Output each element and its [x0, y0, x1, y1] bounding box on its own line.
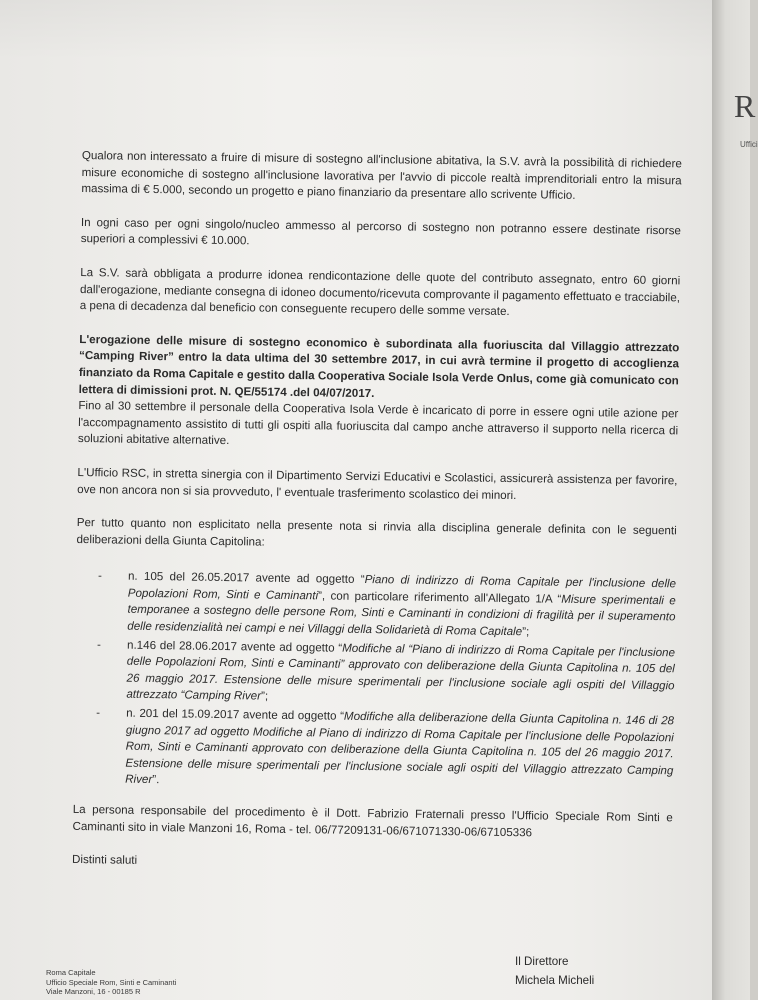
signatory-name: Michela Micheli [515, 974, 595, 987]
letterhead-footer [46, 968, 176, 997]
deliberation-tail: ”. [152, 773, 160, 787]
paragraph-limite-risorse: In ogni caso per ogni singolo/nucleo ammesso al percorso di sostegno non potranno essere destinate risorse superiori a complessivi € 10.000. [80, 215, 681, 248]
deliberation-lead: n. 105 del 26.05.2017 avente ad oggetto “ [127, 569, 365, 587]
adjacent-page-text: Uffici [740, 140, 758, 149]
closing-salutation: Distinti saluti [71, 853, 138, 868]
paragraph-erogazione-condizioni: L'erogazione delle misure di sostegno economico è subordinata alla fuoriuscita dal Villaggio attrezzato “Camping River” entro la data ultima del 30 settembre 2017, in cui avrà termine il progetto di accoglienza finanziato da Roma Capitale e gestito dalla Cooperativa Sociale Isola Verde Onlus, come già comunicato con lettera di dimissioni prot. N. QE/55174 .del 04/07/2017. [78, 332, 680, 400]
list-dash: - [96, 706, 101, 720]
deliberation-item [75, 568, 676, 643]
paragraph-rinvio-deliberazioni: Per tutto quanto non esplicitato nella presente nota si rinvia alla disciplina generale definita con le seguenti deliberazioni della Giunta Capitolina: [76, 516, 677, 549]
adjacent-page-letter: R [734, 88, 756, 124]
deliberation-lead: n. 201 del 15.09.2017 avente ad oggetto “ [126, 706, 345, 723]
paragraph-trasferimento-scolastico: L'Ufficio RSC, in stretta sinergia con il Dipartimento Servizi Educativi e Scolastici, assicurerà assistenza per favorire, ove non ancora non si sia provveduto, l' eventuale trasferimento scolastico dei minori. [77, 465, 678, 502]
deliberation-item [74, 637, 675, 712]
signature-block [515, 952, 594, 990]
deliberation-title: Piano di indirizzo di Roma Capitale per l'inclusione delle Popolazioni Rom, Sinti e Caminanti [127, 573, 677, 603]
deliberation-title: Modifiche alla deliberazione della Giunta Capitolina n. 146 di 28 giugno 2017 ad oggetto Modifiche al Piano di indirizzo di Roma Capitale per l'inclusione delle Popolazioni Rom, Sinti e Caminanti approvato con deliberazione della Giunta Capitolina n. 105 del 26 maggio 2017. Estensione delle misure sperimentali per l'inclusione sociale agli ospiti del Villaggio attrezzato Camping River [125, 709, 675, 787]
deliberation-tail: ”, con particolare riferimento all'Allegato 1/A “ [317, 589, 562, 606]
deliberation-annex-title: Misure sperimentali e temporanee a sostegno delle persone Rom, Sinti e Caminanti in condizioni di fragilità per il superamento delle residenzialità nei campi e nei Villaggi della Solidarietà di Roma Capitale [127, 592, 676, 639]
deliberation-end: ”; [522, 625, 530, 639]
paragraph-accompagnamento: Fino al 30 settembre il personale della Cooperativa Isola Verde è incaricato di porre in essere ogni utile azione per l'accompagnamento assistito di tutti gli ospiti alla fuoriuscita dal campo anche attraverso il supporto nella ricerca di soluzioni abitative alternative. [77, 399, 679, 448]
deliberation-lead: n.146 del 28.06.2017 avente ad oggetto “ [126, 638, 343, 655]
signatory-title: Il Direttore [515, 955, 569, 968]
footer-line: Roma Capitale [46, 968, 96, 977]
adjacent-page-edge [712, 0, 758, 1000]
list-dash: - [96, 637, 102, 651]
page-shadow [0, 0, 712, 60]
letter-body [72, 148, 682, 894]
deliberation-item [73, 705, 674, 796]
deliberation-tail: ”; [260, 689, 269, 704]
list-dash: - [97, 569, 102, 583]
paragraph-rendicontazione: La S.V. sarà obbligata a produrre idonea rendicontazione delle quote del contributo assegnato, entro 60 giorni dall'erogazione, mediante consegna di idoneo documento/ricevuta comprovante il pagamento effettuato e tracciabile, a pena di decadenza dal beneficio con conseguente recupero delle somme versate. [79, 265, 681, 319]
deliberations-list [73, 568, 676, 796]
footer-line: Viale Manzoni, 16 - 00185 R [46, 987, 141, 996]
paragraph-responsabile-procedimento: La persona responsabile del procedimento è il Dott. Fabrizio Fraternali presso l'Ufficio Speciale Rom Sinti e Caminanti sito in viale Manzoni 16, Roma - tel. 06/77209131-06/671071330-06/67105336 [72, 802, 673, 839]
paragraph-inclusione-lavorativa: Qualora non interessato a fruire di misure di sostegno all'inclusione abitativa, la S.V. avrà la possibilità di richiedere misure economiche di sostegno all'inclusione lavorativa per l'avvio di piccole realtà imprenditoriali entro la misura massima di € 5.000, secondo un progetto e piano finanziario da presentare allo scrivente Ufficio. [81, 148, 682, 203]
footer-line: Ufficio Speciale Rom, Sinti e Caminanti [46, 977, 177, 987]
deliberation-title: Modifiche al “Piano di indirizzo di Roma Capitale per l'inclusione delle Popolazioni Rom, Sinti e Caminanti” approvato con deliberazione della Giunta Capitolina n. 105 del 26 maggio 2017. Estensione delle misure sperimentali per l'inclusione sociale agli ospiti del Villaggio attrezzato “Camping River [126, 641, 676, 703]
